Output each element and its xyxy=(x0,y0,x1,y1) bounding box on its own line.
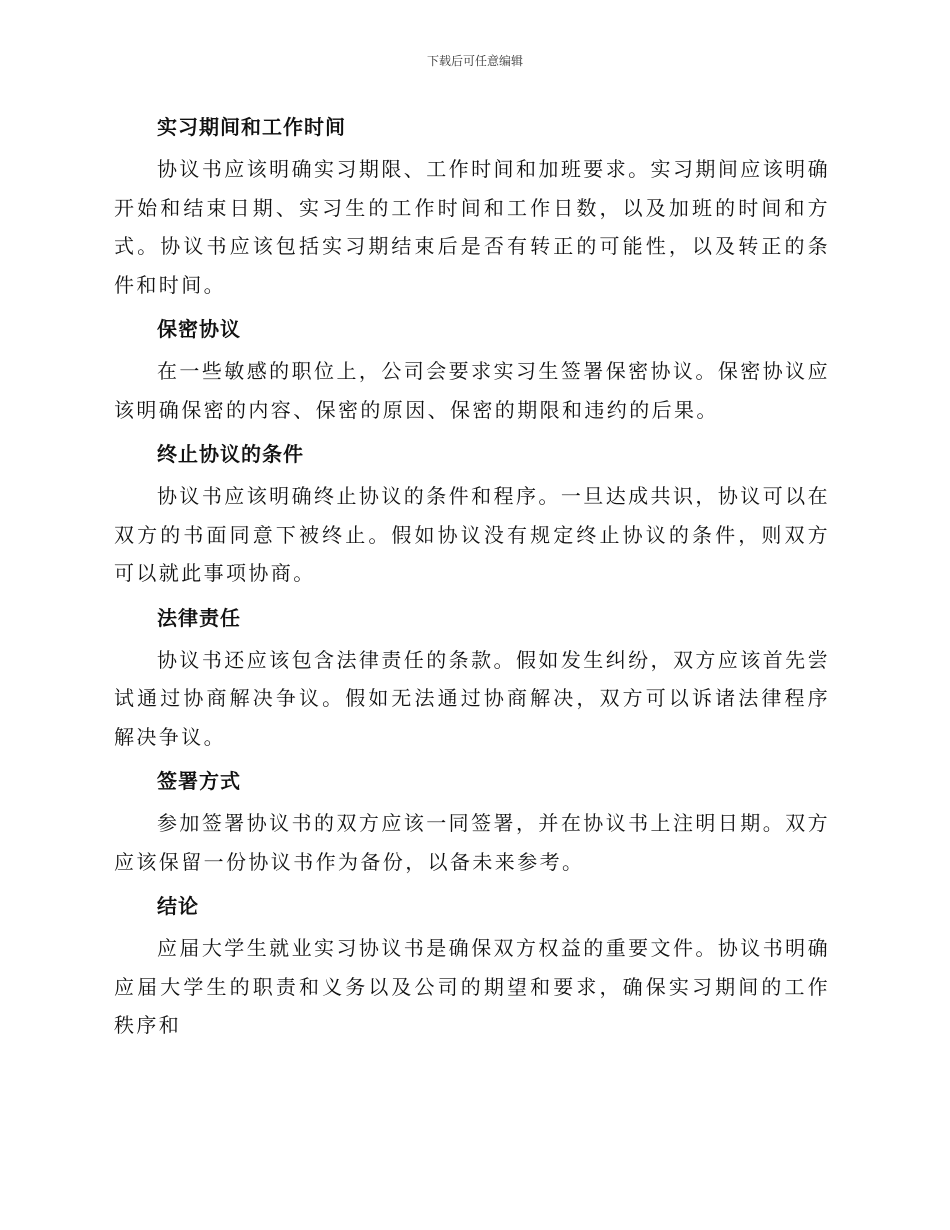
section-paragraph: 协议书应该明确终止协议的条件和程序。一旦达成共识，协议可以在双方的书面同意下被终止。假如协议没有规定终止协议的条件，则双方可以就此事项协商。 xyxy=(114,484,830,585)
section-confidentiality xyxy=(114,310,830,429)
section-heading: 结论 xyxy=(157,894,199,918)
section-heading: 保密协议 xyxy=(157,317,241,341)
document-body xyxy=(114,108,830,1051)
section-internship-period xyxy=(114,108,830,304)
section-termination xyxy=(114,435,830,593)
section-paragraph: 在一些敏感的职位上，公司会要求实习生签署保密协议。保密协议应该明确保密的内容、保密的原因、保密的期限和违约的后果。 xyxy=(114,359,830,422)
section-heading: 实习期间和工作时间 xyxy=(157,115,346,139)
section-heading: 法律责任 xyxy=(157,605,241,630)
section-legal-liability xyxy=(114,599,830,757)
section-signing xyxy=(114,762,830,881)
section-heading: 签署方式 xyxy=(157,769,241,793)
section-conclusion xyxy=(114,887,830,1045)
section-paragraph: 协议书还应该包含法律责任的条款。假如发生纠纷，双方应该首先尝试通过协商解决争议。假如无法通过协商解决，双方可以诉诸法律程序解决争议。 xyxy=(114,647,830,749)
section-paragraph: 应届大学生就业实习协议书是确保双方权益的重要文件。协议书明确应届大学生的职责和义务以及公司的期望和要求，确保实习期间的工作秩序和 xyxy=(114,936,830,1037)
section-heading: 终止协议的条件 xyxy=(157,442,304,466)
page-header-note: 下载后可任意编辑 xyxy=(426,54,523,68)
section-paragraph: 协议书应该明确实习期限、工作时间和加班要求。实习期间应该明确开始和结束日期、实习生的工作时间和工作日数，以及加班的时间和方式。协议书应该包括实习期结束后是否有转正的可能性，以及转正的条件和时间。 xyxy=(114,157,830,297)
section-paragraph: 参加签署协议书的双方应该一同签署，并在协议书上注明日期。双方应该保留一份协议书作为备份，以备未来参考。 xyxy=(114,811,830,874)
